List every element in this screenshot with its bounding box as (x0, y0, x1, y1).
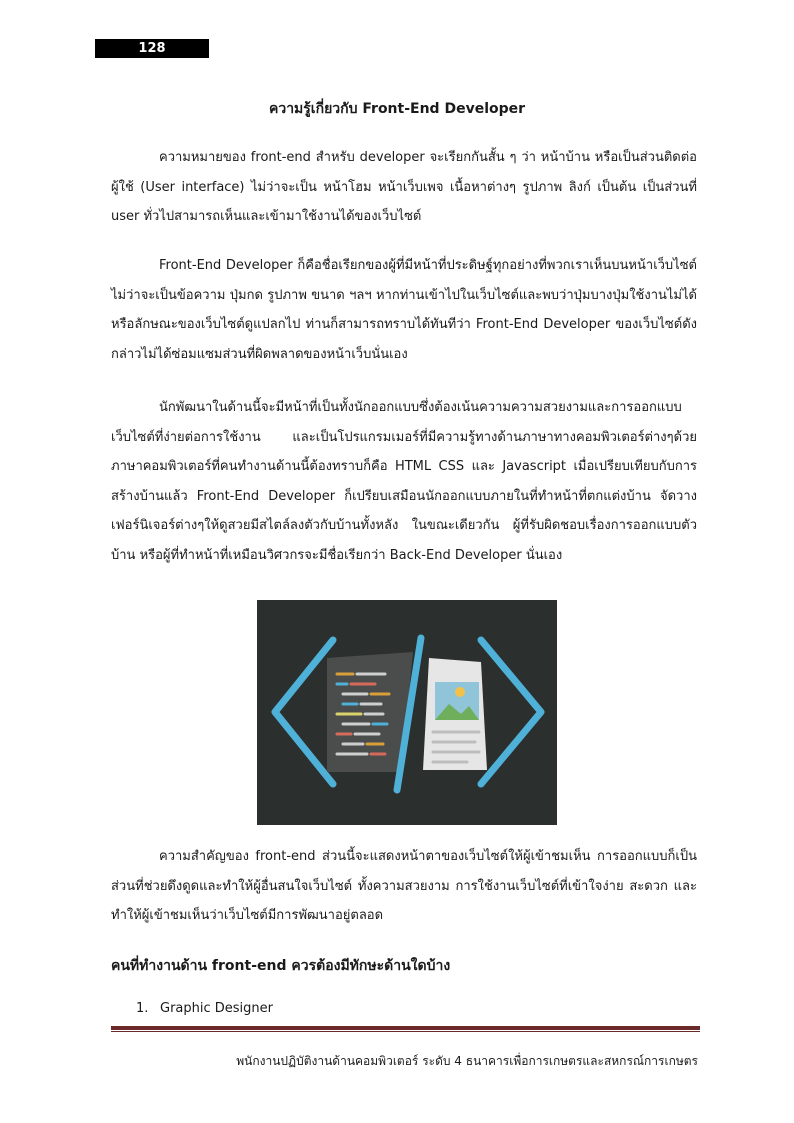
paragraph-importance: ความสำคัญของ front-end ส่วนนี้จะแสดงหน้าตาของเว็บไซต์ให้ผู้เข้าชมเห็น การออกแบบก็เป็นส่วนที่ช่วยดึงดูดและทำให้ผู้อื่นสนใจเว็บไซต์ ทั้งความสวยงาม การใช้งานเว็บไซต์ที่เข้าใจง่าย สะดวก และทำให้ผู้เข้าชมเห็นว่าเว็บไซต์มีการพัฒนาอยู่ตลอด (111, 849, 697, 923)
paragraph-skills: นักพัฒนาในด้านนี้จะมีหน้าที่เป็นทั้งนักออกแบบซึ่งต้องเน้นความความสวยงามและการออกแบบเว็บไซต์ที่ง่ายต่อการใช้งาน และเป็นโปรแกรมเมอร์ที่มีความรู้ทางด้านภาษาทางคอมพิวเตอร์ต่างๆด้วย ภาษาคอมพิวเตอร์ที่คนทำงานด้านนี้ต้องทราบก็คือ HTML CSS และ Javascript เมื่อเปรียบเทียบกับการสร้างบ้านแล้ว Front-End Developer ก็เปรียบเสมือนนักออกแบบภายในที่ทำหน้าที่ตกแต่งบ้าน จัดวางเฟอร์นิเจอร์ต่างๆให้ดูสวยมีสไตล์ลงตัวกับบ้านทั้งหลัง ในขณะเดียวกัน ผู้ที่รับผิดชอบเรื่องการออกแบบตัวบ้าน หรือผู้ที่ทำหน้าที่เหมือนวิศวกรจะมีชื่อเรียกว่า Back-End Developer นั่นเอง (111, 400, 697, 563)
page-number: 128 (95, 39, 209, 58)
front-end-illustration (257, 600, 557, 825)
page-title: ความรู้เกี่ยวกับ Front-End Developer (268, 101, 526, 117)
footer-text: พนักงานปฏิบัติงานด้านคอมพิวเตอร์ ระดับ 4 ธนาคารเพื่อการเกษตรและสหกรณ์การเกษตร (236, 1054, 698, 1068)
front-end-code-icon (257, 600, 557, 825)
list-item-number: 1. (136, 1001, 149, 1016)
section-subheading: คนที่ทำงานด้าน front-end ควรต้องมีทักษะด้านใดบ้าง (111, 958, 451, 974)
list-item (136, 1001, 273, 1016)
list-item-text: Graphic Designer (160, 1001, 273, 1016)
paragraph-role: Front-End Developer ก็คือชื่อเรียกของผู้ที่มีหน้าที่ประดิษฐ์ทุกอย่างที่พวกเราเห็นบนหน้าเว็บไซต์ ไม่ว่าจะเป็นข้อความ ปุ่มกด รูปภาพ ขนาด ฯลฯ หากท่านเข้าไปในเว็บไซต์และพบว่าปุ่มบางปุ่มใช้งานไม่ได้ หรือลักษณะของเว็บไซต์ดูแปลกไป ท่านก็สามารถทราบได้ทันทีว่า Front-End Developer ของเว็บไซต์ดังกล่าวไม่ได้ซ่อมแซมส่วนที่ผิดพลาดของหน้าเว็บนั่นเอง (111, 258, 697, 362)
footer-divider (111, 1026, 700, 1032)
paragraph-definition: ความหมายของ front-end สำหรับ developer จะเรียกกันสั้น ๆ ว่า หน้าบ้าน หรือเป็นส่วนติดต่อผู้ใช้ (User interface) ไม่ว่าจะเป็น หน้าโฮม หน้าเว็บเพจ เนื้อหาต่างๆ รูปภาพ ลิงก์ เป็นต้น เป็นส่วนที่ user ทั่วไปสามารถเห็นและเข้ามาใช้งานได้ของเว็บไซต์ (111, 150, 697, 224)
